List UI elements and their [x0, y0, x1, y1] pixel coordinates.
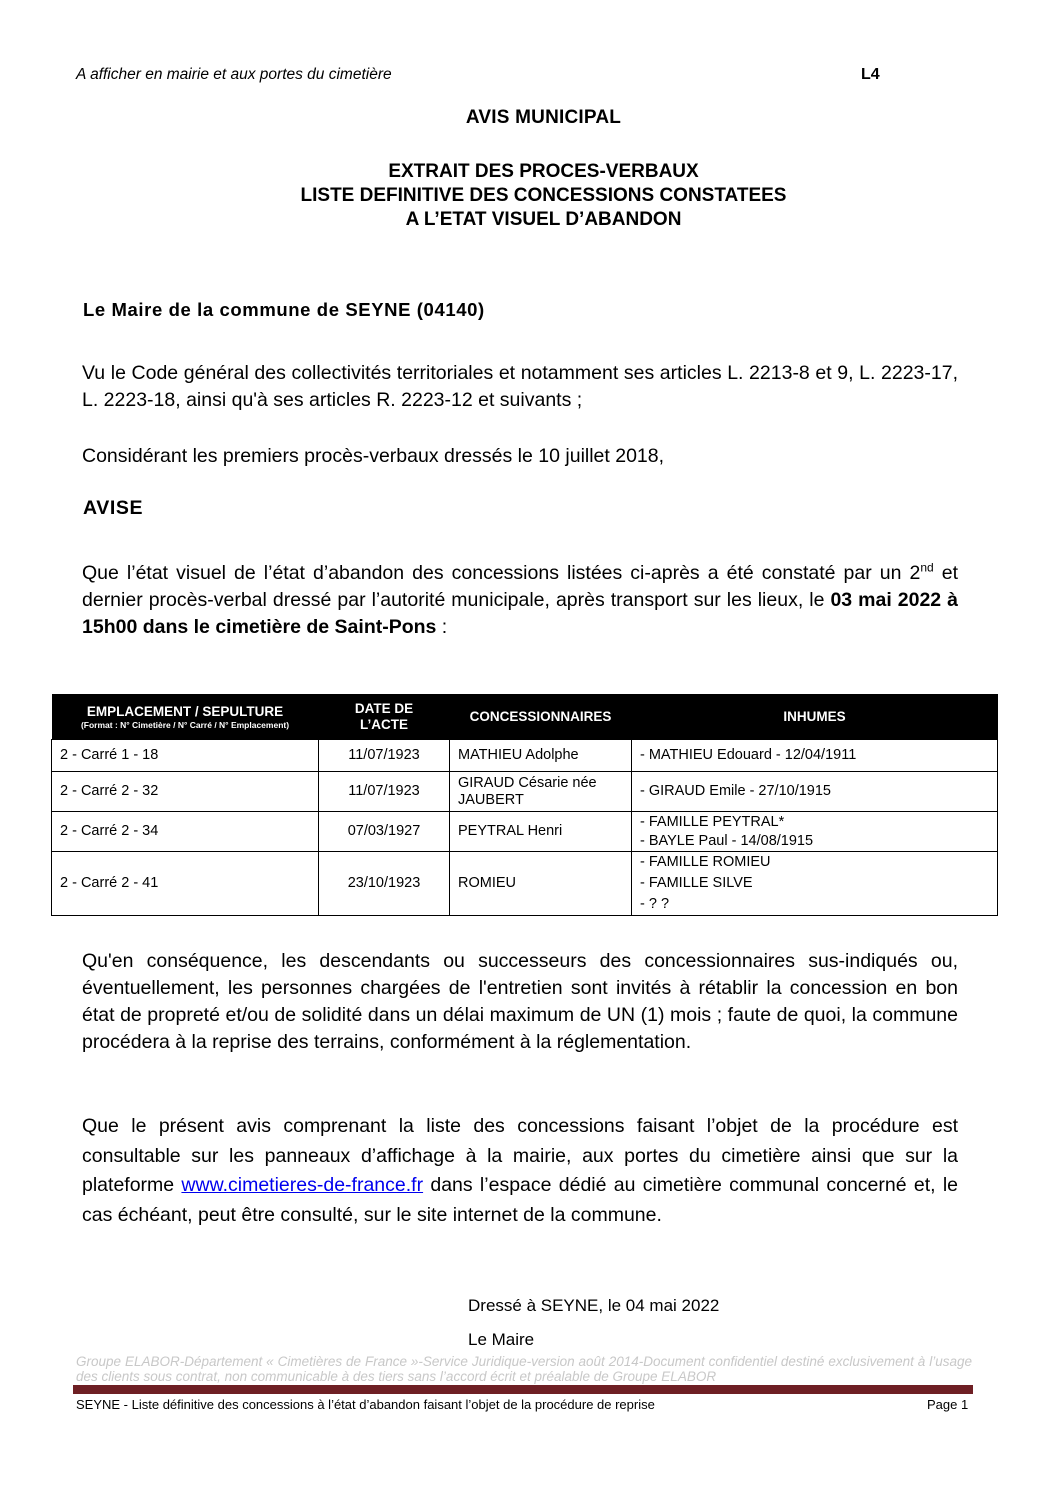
subtitle-line-2: LISTE DEFINITIVE DES CONCESSIONS CONSTATEES [300, 185, 787, 206]
constat-text-a: Que l’état visuel de l’état d’abandon des concessions listées ci-après a été constaté par un 2 [82, 562, 921, 584]
page-number: Page 1 [927, 1397, 969, 1412]
cell-inhumes [632, 772, 998, 812]
table-row [52, 812, 998, 852]
table-row [52, 852, 998, 916]
cell-inhumes [632, 812, 998, 852]
signature-role: Le Maire [468, 1330, 535, 1349]
vu-paragraph: Vu le Code général des collectivités territoriales et notamment ses articles L. 2213-8 et 9, L. 2223-17, L. 2223-18, ainsi qu'à ses articles R. 2223-12 et suivants ; [82, 362, 958, 411]
subtitle-line-3: A L’ETAT VISUEL D’ABANDON [405, 209, 682, 230]
inhume-entry: - FAMILLE PEYTRAL* [640, 813, 785, 830]
platform-link[interactable]: www.cimetieres-de-france.fr [181, 1174, 424, 1196]
subtitle-line-1: EXTRAIT DES PROCES-VERBAUX [388, 161, 699, 182]
footer-document-title: SEYNE - Liste définitive des concessions à l’état d’abandon faisant l’objet de la procédure de reprise [76, 1397, 655, 1412]
header-date-line-1: DATE DE [354, 700, 414, 716]
cell-inhumes [632, 852, 998, 916]
header-emplacement-label: EMPLACEMENT / SEPULTURE [86, 703, 284, 719]
table-row [52, 772, 998, 812]
inhume-entry: - FAMILLE SILVE [640, 875, 753, 891]
cell-date: 11/07/1923 [319, 740, 450, 772]
consultation-text-b: dans l’espace dédié au cimetière communal concerné et, le cas échéant, peut être consulté, sur le site internet de la commune. [82, 1174, 958, 1226]
cell-concessionnaire: GIRAUD Césarie née JAUBERT [450, 772, 632, 812]
avise-heading: AVISE [83, 497, 144, 519]
header-date-line-2: L’ACTE [359, 716, 408, 732]
constat-superscript: nd [920, 560, 934, 575]
signature-place-date: Dressé à SEYNE, le 04 mai 2022 [468, 1296, 720, 1315]
footer-divider [73, 1385, 973, 1394]
constat-text-c: : [436, 616, 448, 638]
confidential-notice: Groupe ELABOR-Département « Cimetières de France »-Service Juridique-version août 2014-Document confidentiel destiné exclusivement à l’usage des clients sous contrat, non communicable à des tiers sans l’accord écrit et préalable de Groupe ELABOR [76, 1354, 972, 1384]
concessions-table [51, 694, 998, 916]
considerant-paragraph: Considérant les premiers procès-verbaux dressés le 10 juillet 2018, [82, 445, 665, 467]
header-emplacement [52, 694, 319, 740]
constat-paragraph [82, 560, 958, 641]
header-emplacement-format: (Format : N° Cimetière / N° Carré / N° Emplacement) [80, 719, 290, 730]
header-concessionnaires: CONCESSIONNAIRES [450, 694, 632, 740]
cell-date: 07/03/1927 [319, 812, 450, 852]
inhume-entry: - BAYLE Paul - 14/08/1915 [640, 832, 814, 849]
cell-concessionnaire: ROMIEU [450, 852, 632, 916]
header-inhumes: INHUMES [632, 694, 998, 740]
cell-date: 11/07/1923 [319, 772, 450, 812]
constat-text-b: et dernier procès-verbal dressé par l’autorité municipale, après transport sur les lieux, le [82, 562, 958, 611]
consultation-text-a: Que le présent avis comprenant la liste des concessions faisant l’objet de la procédure est consultable sur les panneaux d’affichage à la mairie, aux portes du cimetière ainsi que sur la plateforme [82, 1115, 958, 1196]
cell-concessionnaire: MATHIEU Adolphe [450, 740, 632, 772]
document-code: L4 [861, 66, 880, 83]
header-date [319, 694, 450, 740]
constat-date-place: 03 mai 2022 à 15h00 dans le cimetière de Saint-Pons [82, 589, 958, 638]
cell-emplacement: 2 - Carré 2 - 34 [52, 812, 319, 852]
maire-heading: Le Maire de la commune de SEYNE (04140) [83, 299, 485, 320]
cell-emplacement: 2 - Carré 1 - 18 [52, 740, 319, 772]
cell-date: 23/10/1923 [319, 852, 450, 916]
inhume-entry: - GIRAUD Emile - 27/10/1915 [640, 783, 831, 799]
page-title: AVIS MUNICIPAL [465, 107, 622, 128]
cell-concessionnaire: PEYTRAL Henri [450, 812, 632, 852]
inhume-entry: - FAMILLE ROMIEU [640, 854, 771, 870]
inhume-entry: - MATHIEU Edouard - 12/04/1911 [640, 747, 857, 763]
cell-emplacement: 2 - Carré 2 - 32 [52, 772, 319, 812]
cell-emplacement: 2 - Carré 2 - 41 [52, 852, 319, 916]
inhume-entry: - ? ? [640, 896, 670, 912]
table-header-row [52, 694, 998, 740]
posting-note: A afficher en mairie et aux portes du cimetière [76, 66, 392, 83]
table-row [52, 740, 998, 772]
cell-inhumes [632, 740, 998, 772]
subtitle-block [14, 160, 1059, 232]
consequence-paragraph: Qu'en conséquence, les descendants ou successeurs des concessionnaires sus-indiqués ou, éventuellement, les personnes chargées de l'entretien sont invités à rétablir la concession en bon état de propreté et/ou de solidité dans un délai maximum de UN (1) mois ; faute de quoi, la commune procédera à la reprise des terrains, conformément à la réglementation. [82, 950, 958, 1053]
consultation-paragraph [82, 1112, 958, 1230]
